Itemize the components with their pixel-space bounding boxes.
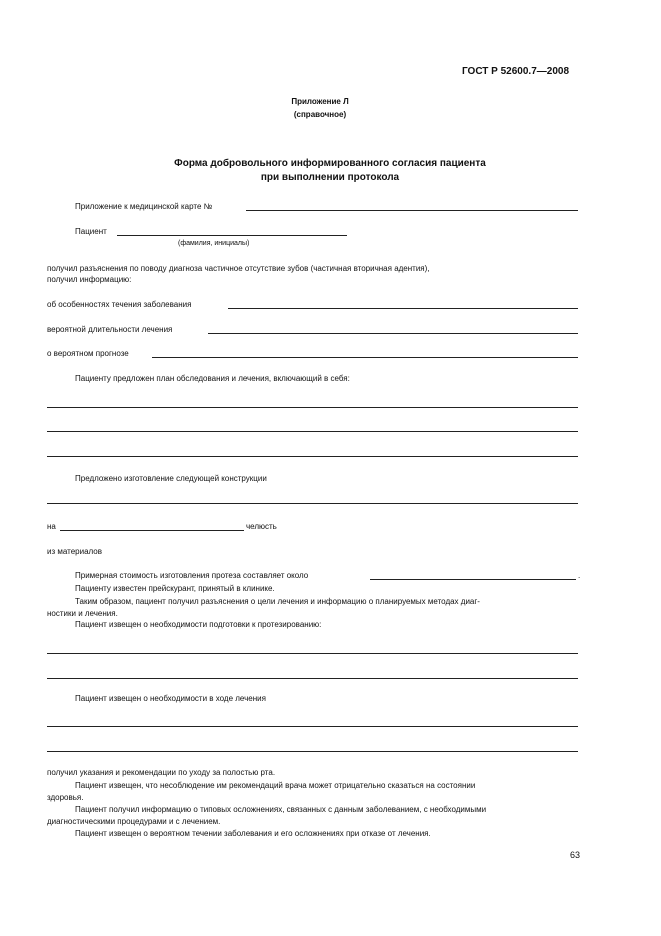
summary-line2: ностики и лечения. xyxy=(47,609,118,618)
plan-field-3[interactable] xyxy=(47,456,578,457)
cost-label: Примерная стоимость изготовления протеза составляет около xyxy=(75,571,309,580)
during-label: Пациент извещен о необходимости в ходе лечения xyxy=(75,694,266,703)
patient-hint: (фамилия, инициалы) xyxy=(178,240,250,247)
care-text: получил указания и рекомендации по уходу за полостью рта. xyxy=(47,768,276,777)
complications-line2: диагностическими процедурами и с лечением. xyxy=(47,817,221,826)
page-number: 63 xyxy=(570,850,581,860)
patient-name-field[interactable] xyxy=(117,235,347,236)
patient-label: Пациент xyxy=(75,227,107,236)
prognosis-field[interactable] xyxy=(152,357,578,358)
jaw-field[interactable] xyxy=(60,530,244,531)
during-field-1[interactable] xyxy=(47,726,578,727)
prep-label: Пациент извещен о необходимости подготовки к протезированию: xyxy=(75,620,322,629)
materials-label: из материалов xyxy=(47,547,102,556)
form-title-line2: при выполнении протокола xyxy=(260,172,400,183)
during-field-2[interactable] xyxy=(47,751,578,752)
course-label: об особенностях течения заболевания xyxy=(47,300,192,309)
plan-label: Пациенту предложен план обследования и лечения, включающий в себя: xyxy=(75,374,350,383)
cost-field[interactable] xyxy=(370,579,576,580)
medical-card-field[interactable] xyxy=(246,210,578,211)
duration-label: вероятной длительности лечения xyxy=(47,325,173,334)
duration-field[interactable] xyxy=(208,333,578,334)
on-label: на xyxy=(47,522,56,531)
jaw-label: челюсть xyxy=(246,522,277,531)
prognosis-label: о вероятном прогнозе xyxy=(47,349,129,358)
course-field[interactable] xyxy=(228,308,578,309)
plan-field-1[interactable] xyxy=(47,407,578,408)
warning-line1: Пациент извещен, что несоблюдение им рекомендаций врача может отрицательно сказаться на состоянии xyxy=(75,781,476,790)
complications-line1: Пациент получил информацию о типовых осложнениях, связанных с данным заболеванием, с необходимыми xyxy=(75,805,487,814)
construction-label: Предложено изготовление следующей конструкции xyxy=(75,474,267,483)
explained-line1: получил разъяснения по поводу диагноза частичное отсутствие зубов (частичная вторичная адентия), xyxy=(47,264,430,273)
appendix-title: Приложение Л xyxy=(291,97,349,106)
summary-line1: Таким образом, пациент получил разъяснения о цели лечения и информацию о планируемых методах диаг- xyxy=(75,597,480,606)
explained-line2: получил информацию: xyxy=(47,275,132,284)
medical-card-label: Приложение к медицинской карте № xyxy=(75,202,213,211)
document-code: ГОСТ Р 52600.7—2008 xyxy=(462,66,570,77)
price-list-text: Пациенту известен прейскурант, принятый в клинике. xyxy=(75,584,275,593)
construction-field[interactable] xyxy=(47,503,578,504)
cost-end: . xyxy=(578,571,581,580)
prep-field-1[interactable] xyxy=(47,653,578,654)
refusal-text: Пациент извещен о вероятном течении заболевания и его осложнениях при отказе от лечения. xyxy=(75,829,431,838)
prep-field-2[interactable] xyxy=(47,678,578,679)
warning-line2: здоровья. xyxy=(47,793,84,802)
plan-field-2[interactable] xyxy=(47,431,578,432)
appendix-subtitle: (справочное) xyxy=(293,110,347,119)
form-title-line1: Форма добровольного информированного согласия пациента xyxy=(174,158,486,169)
